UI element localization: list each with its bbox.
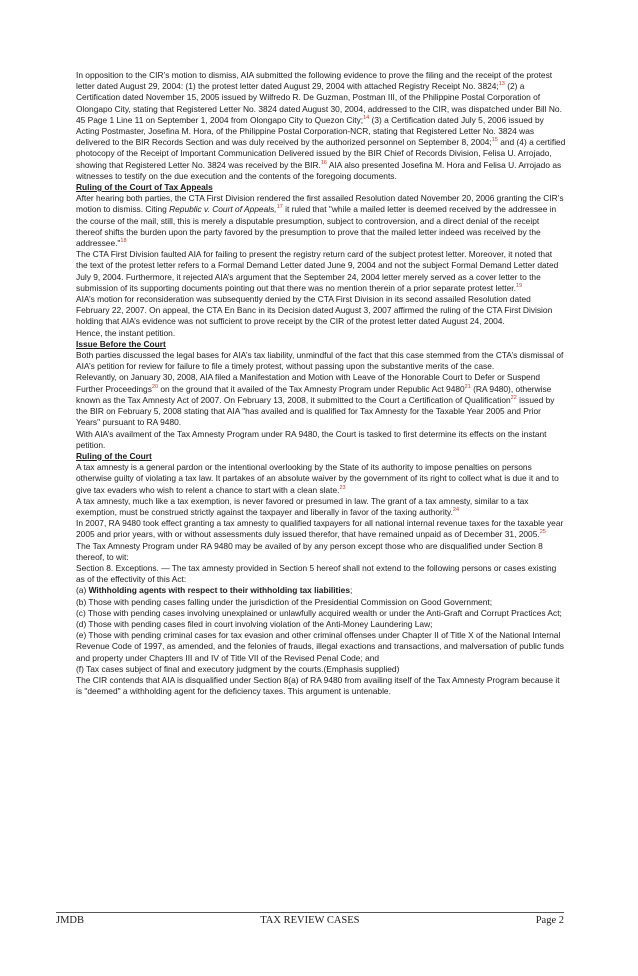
text-run: Section 8. Exceptions. — The tax amnesty provided in Section 5 hereof shall not extend to the following persons or cases existing as of the effectivity of this Act: bbox=[76, 562, 557, 585]
section-heading: Issue Before the Court bbox=[76, 338, 166, 349]
text-run: (e) Those with pending criminal cases for tax evasion and other criminal offenses under Chapter II of Title X of the National Internal Revenue Code of 1997, as amended, and the felonies of frauds, illegal exactions and transactions, and malversation of public funds and property under Chapters III and IV of Title VII of the Revised Penal Code; and bbox=[76, 630, 564, 663]
paragraph bbox=[76, 608, 566, 619]
footnote-ref: 17 bbox=[276, 204, 283, 211]
paragraph bbox=[76, 675, 566, 697]
text-run: (f) Tax cases subject of final and executory judgment by the courts.(Emphasis supplied) bbox=[76, 663, 400, 674]
paragraph bbox=[76, 429, 566, 451]
text-run: (b) Those with pending cases falling under the jurisdiction of the Presidential Commission on Good Government; bbox=[76, 596, 493, 607]
text-run: The CTA First Division faulted AIA for failing to present the registry return card of the subject protest letter. Moreover, it noted that the text of the protest letter refers to a Formal Demand Letter dated June 9, 2004 and not the subject Formal Demand Letter dated July 9, 2004. Furthermore, it rejected AIA’s argument that the September 24, 2004 letter merely served as a cover letter to the submission of its supporting documents pointing out that there was no mention therein of a prior separate protest letter. bbox=[76, 249, 559, 293]
case-citation: Republic v. Court of Appeals, bbox=[169, 204, 277, 215]
text-run: In opposition to the CIR’s motion to dismiss, AIA submitted the following evidence to prove the filing and the receipt of the protest letter dated August 29, 2004: (1) the protest letter dated August 29, 2004 with attached Registry Receipt No. 3824; bbox=[76, 70, 553, 92]
text-run: (d) Those with pending cases filed in court involving violation of the Anti-Money Laundering Law; bbox=[76, 618, 433, 629]
footnote-ref: 19 bbox=[515, 283, 523, 290]
footnote-ref: 25 bbox=[539, 529, 546, 536]
text-run: Relevantly, on January 30, 2008, AIA filed a Manifestation and Motion with Leave of the Honorable Court to Defer or Suspend Further Proceedings bbox=[76, 372, 541, 394]
text-run: Both parties discussed the legal bases for AIA’s tax liability, unmindful of the fact that this case stemmed from the CTA’s dismissal of AIA’s petition for review for failure to file a timely protest, without passing upon the substantive merits of the case. bbox=[76, 350, 564, 372]
paragraph bbox=[76, 249, 566, 294]
paragraph bbox=[76, 462, 566, 496]
text-run: (a) bbox=[76, 585, 89, 596]
footnote-ref: 21 bbox=[464, 383, 471, 390]
paragraph bbox=[76, 350, 566, 372]
footer-page-number: Page 2 bbox=[535, 915, 564, 926]
footnote-ref: 13 bbox=[498, 81, 505, 88]
paragraph bbox=[76, 630, 566, 664]
paragraph bbox=[76, 294, 566, 328]
text-run: (2) a Certification dated November 15, 2005 issued by Wilfredo R. De Guzman, Postman III, of the Philippine Postal Corporation of Olongapo City, stating that Registered Letter No. 3824 dated August 30, 2004, addressed to the CIR, was dispatched under Bill No. 45 Page 1 Line 11 on September 1, 2004 from Olongapo City to Quezon City; bbox=[76, 81, 562, 125]
text-run: (RA 9480), otherwise known as the Tax Amnesty Act of 2007. On February 13, 2008, it submitted to the Court a Certification of Qualification bbox=[76, 383, 552, 405]
footnote-ref: 22 bbox=[510, 395, 517, 402]
text-run: and (4) a certified photocopy of the Receipt of Important Communication Delivered issued by the BIR Chief of Records Division, Felisa U. Arrojado, showing that Registered Letter No. 3824 was received by the BIR. bbox=[76, 137, 566, 170]
footnote-ref: 15 bbox=[491, 137, 498, 144]
paragraph bbox=[76, 496, 566, 518]
footnote-ref: 16 bbox=[320, 159, 327, 166]
paragraph bbox=[76, 518, 566, 540]
paragraph bbox=[76, 619, 566, 630]
footnote-ref: 14 bbox=[363, 115, 370, 122]
text-run: on the ground that it availed of the Tax Amnesty Program under Republic Act 9480 bbox=[158, 383, 465, 394]
paragraph bbox=[76, 664, 566, 675]
text-run: A tax amnesty, much like a tax exemption, is never favored or presumed in law. The grant of a tax amnesty, similar to a tax exemption, must be construed strictly against the taxpayer and liberally in favor of the taxing authority. bbox=[76, 495, 529, 517]
paragraph bbox=[76, 193, 566, 249]
paragraph bbox=[76, 541, 566, 563]
section-heading: Ruling of the Court of Tax Appeals bbox=[76, 182, 213, 193]
footnote-ref: 24 bbox=[452, 507, 460, 514]
paragraph bbox=[76, 372, 566, 428]
page-footer bbox=[56, 912, 564, 926]
footer-title: TAX REVIEW CASES bbox=[260, 915, 360, 926]
emphasized-text: Withholding agents with respect to their withholding tax liabilities bbox=[88, 585, 350, 596]
footnote-ref: 23 bbox=[339, 484, 346, 491]
footnote-ref: 18 bbox=[120, 238, 127, 245]
footnote-ref: 20 bbox=[151, 383, 159, 390]
text-run: AIA also presented Josefina M. Hora and Felisa U. Arrojado as witnesses to testify on the due execution and the contents of the foregoing documents. bbox=[76, 159, 562, 181]
text-run: (c) Those with pending cases involving unexplained or unlawfully acquired wealth or under the Anti-Graft and Corrupt Practices Act; bbox=[76, 607, 562, 618]
text-run: After hearing both parties, the CTA First Division rendered the first assailed Resolution dated November 20, 2006 granting the CIR’s motion to dismiss. Citing bbox=[76, 193, 564, 215]
paragraph bbox=[76, 563, 566, 585]
footer-author: JMDB bbox=[56, 915, 85, 926]
text-run: Hence, the instant petition. bbox=[76, 327, 176, 338]
text-run: The CIR contends that AIA is disqualified under Section 8(a) of RA 9480 from availing itself of the Tax Amnesty Program because it is "deemed" a withholding agent for the deficiency taxes. This argument is untenable. bbox=[76, 674, 560, 697]
text-run: With AIA’s availment of the Tax Amnesty Program under RA 9480, the Court is tasked to first determine its effects on the instant petition. bbox=[76, 428, 547, 450]
text-run: it ruled that "while a mailed letter is deemed received by the addressee in the course of the mail, still, this is merely a disputable presumption, subject to controversion, and a direct denial of the receipt thereof shifts the burden upon the party favored by the presumption to prove that the mailed letter indeed was received by the addressee." bbox=[76, 204, 557, 249]
section-heading: Ruling of the Court bbox=[76, 450, 152, 461]
text-run: A tax amnesty is a general pardon or the intentional overlooking by the State of its authority to impose penalties on persons otherwise guilty of violating a tax law. It partakes of an absolute waiver by the government of its right to collect what is due it and to give tax evaders who wish to relent a chance to start with a clean slate. bbox=[76, 462, 559, 495]
paragraph bbox=[76, 597, 566, 608]
text-run: (3) a Certification dated July 5, 2006 issued by Acting Postmaster, Josefina M. Hora, of the Philippine Postal Corporation-NCR, stating that Registered Letter No. 3824 was delivered to the BIR Records Section and was duly received by the authorized personnel on September 8, 2004; bbox=[76, 114, 544, 148]
paragraph bbox=[76, 70, 566, 182]
document-body bbox=[76, 70, 566, 697]
text-run: issued by the BIR on February 5, 2008 stating that AIA "has availed and is qualified for Tax Amnesty for the Taxable Year 2005 and Prior Years" pursuant to RA 9480. bbox=[76, 394, 555, 428]
text-run: In 2007, RA 9480 took effect granting a tax amnesty to qualified taxpayers for all national internal revenue taxes for the taxable year 2005 and prior years, with or without assessments duly issued therefor, that have remained unpaid as of December 31, 2005. bbox=[76, 518, 564, 540]
text-run: AIA’s motion for reconsideration was subsequently denied by the CTA First Division in its second assailed Resolution dated February 22, 2007. On appeal, the CTA En Banc in its Decision dated August 3, 2007 affirmed the ruling of the CTA First Division holding that AIA’s evidence was not sufficient to prove receipt by the CIR of the protest letter dated August 24, 2004. bbox=[76, 294, 553, 327]
text-run: ; bbox=[349, 585, 353, 596]
text-run: The Tax Amnesty Program under RA 9480 may be availed of by any person except those who are disqualified under Section 8 thereof, to wit: bbox=[76, 540, 543, 562]
paragraph bbox=[76, 328, 566, 339]
paragraph bbox=[76, 585, 566, 596]
